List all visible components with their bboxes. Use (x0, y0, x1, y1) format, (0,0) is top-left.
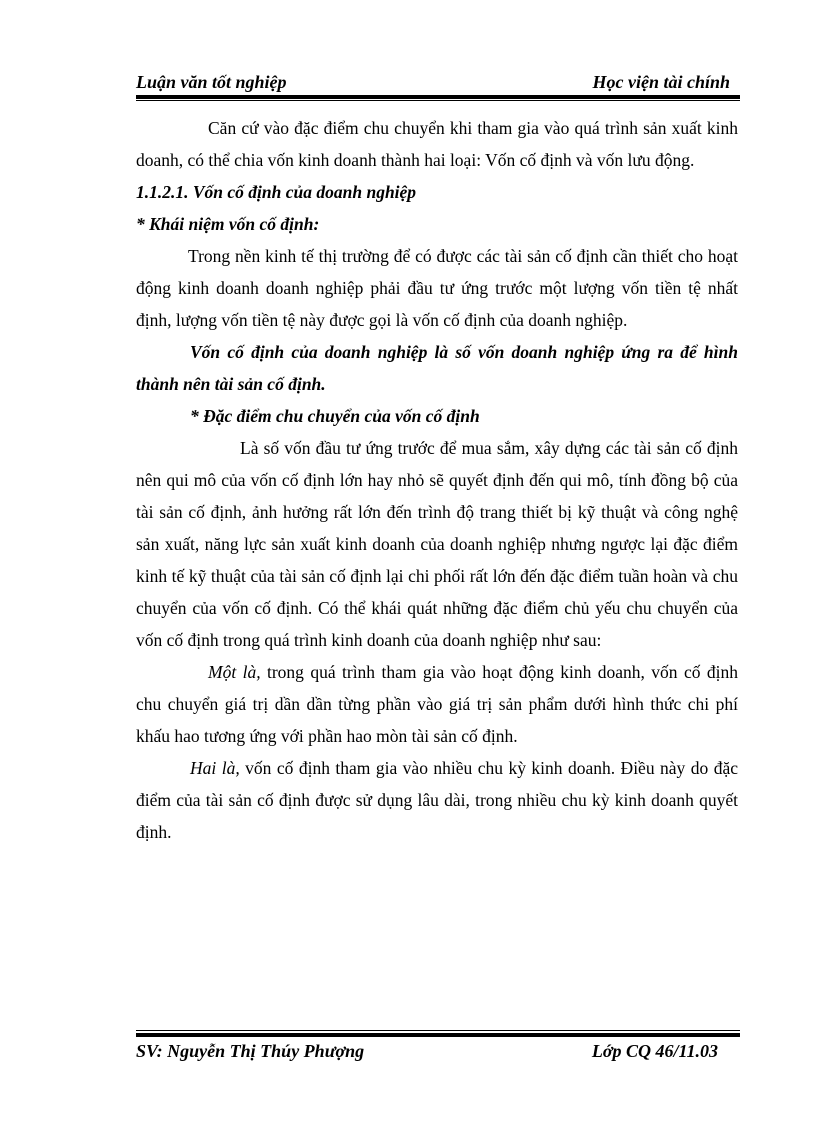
definition-statement: Vốn cố định của doanh nghiệp là số vốn doanh nghiệp ứng ra để hình thành nên tài sản cố định. (136, 342, 738, 394)
footer-rule-thin (136, 1030, 740, 1031)
point-one-lead: Một là, (208, 662, 261, 682)
header-institution: Học viện tài chính (592, 72, 730, 92)
page-footer (136, 1041, 740, 1063)
point-one-text: trong quá trình tham gia vào hoạt động kinh doanh, vốn cố định chu chuyển giá trị dần dần từng phần vào giá trị sản phẩm dưới hình thức chi phí khấu hao tương ứng với phần hao mòn tài sản cố định. (136, 662, 738, 746)
subheading-characteristics: * Đặc điểm chu chuyển của vốn cố định (190, 406, 480, 426)
page-body (136, 112, 738, 848)
header-thesis-title: Luận văn tốt nghiệp (136, 72, 287, 92)
page-header (136, 72, 740, 94)
paragraph-intro: Căn cứ vào đặc điểm chu chuyển khi tham gia vào quá trình sản xuất kinh doanh, có thể chia vốn kinh doanh thành hai loại: Vốn cố định và vốn lưu động. (136, 118, 738, 170)
subheading-concept: * Khái niệm vốn cố định: (136, 214, 320, 234)
footer-student-name: SV: Nguyễn Thị Thúy Phượng (136, 1041, 365, 1061)
point-two-lead: Hai là, (190, 758, 240, 778)
header-rule-thick (136, 95, 740, 99)
paragraph-point-one (136, 656, 738, 752)
paragraph-concept: Trong nền kinh tế thị trường để có được các tài sản cố định cần thiết cho hoạt động kinh doanh doanh nghiệp phải đầu tư ứng trước một lượng vốn tiền tệ nhất định, lượng vốn tiền tệ này được gọi là vốn cố định của doanh nghiệp. (136, 246, 738, 330)
header-rule-thin (136, 100, 740, 101)
footer-rule-thick (136, 1033, 740, 1037)
paragraph-point-two (136, 752, 738, 848)
point-two-text: vốn cố định tham gia vào nhiều chu kỳ kinh doanh. Điều này do đặc điểm của tài sản cố định được sử dụng lâu dài, trong nhiều chu kỳ kinh doanh quyết định. (136, 758, 738, 842)
paragraph-characteristics: Là số vốn đầu tư ứng trước để mua sắm, xây dựng các tài sản cố định nên qui mô của vốn cố định lớn hay nhỏ sẽ quyết định đến qui mô, tính đồng bộ của tài sản cố định, ảnh hưởng rất lớn đến trình độ trang thiết bị kỹ thuật và công nghệ sản xuất, năng lực sản xuất kinh doanh của doanh nghiệp nhưng ngược lại đặc điểm kinh tế kỹ thuật của tài sản cố định lại chi phối rất lớn đến đặc điểm tuần hoàn và chu chuyển của vốn cố định. Có thể khái quát những đặc điểm chủ yếu chu chuyển của vốn cố định trong quá trình kinh doanh của doanh nghiệp như sau: (136, 438, 738, 650)
section-heading: 1.1.2.1. Vốn cố định của doanh nghiệp (136, 182, 417, 202)
footer-class-code: Lớp CQ 46/11.03 (591, 1041, 718, 1061)
